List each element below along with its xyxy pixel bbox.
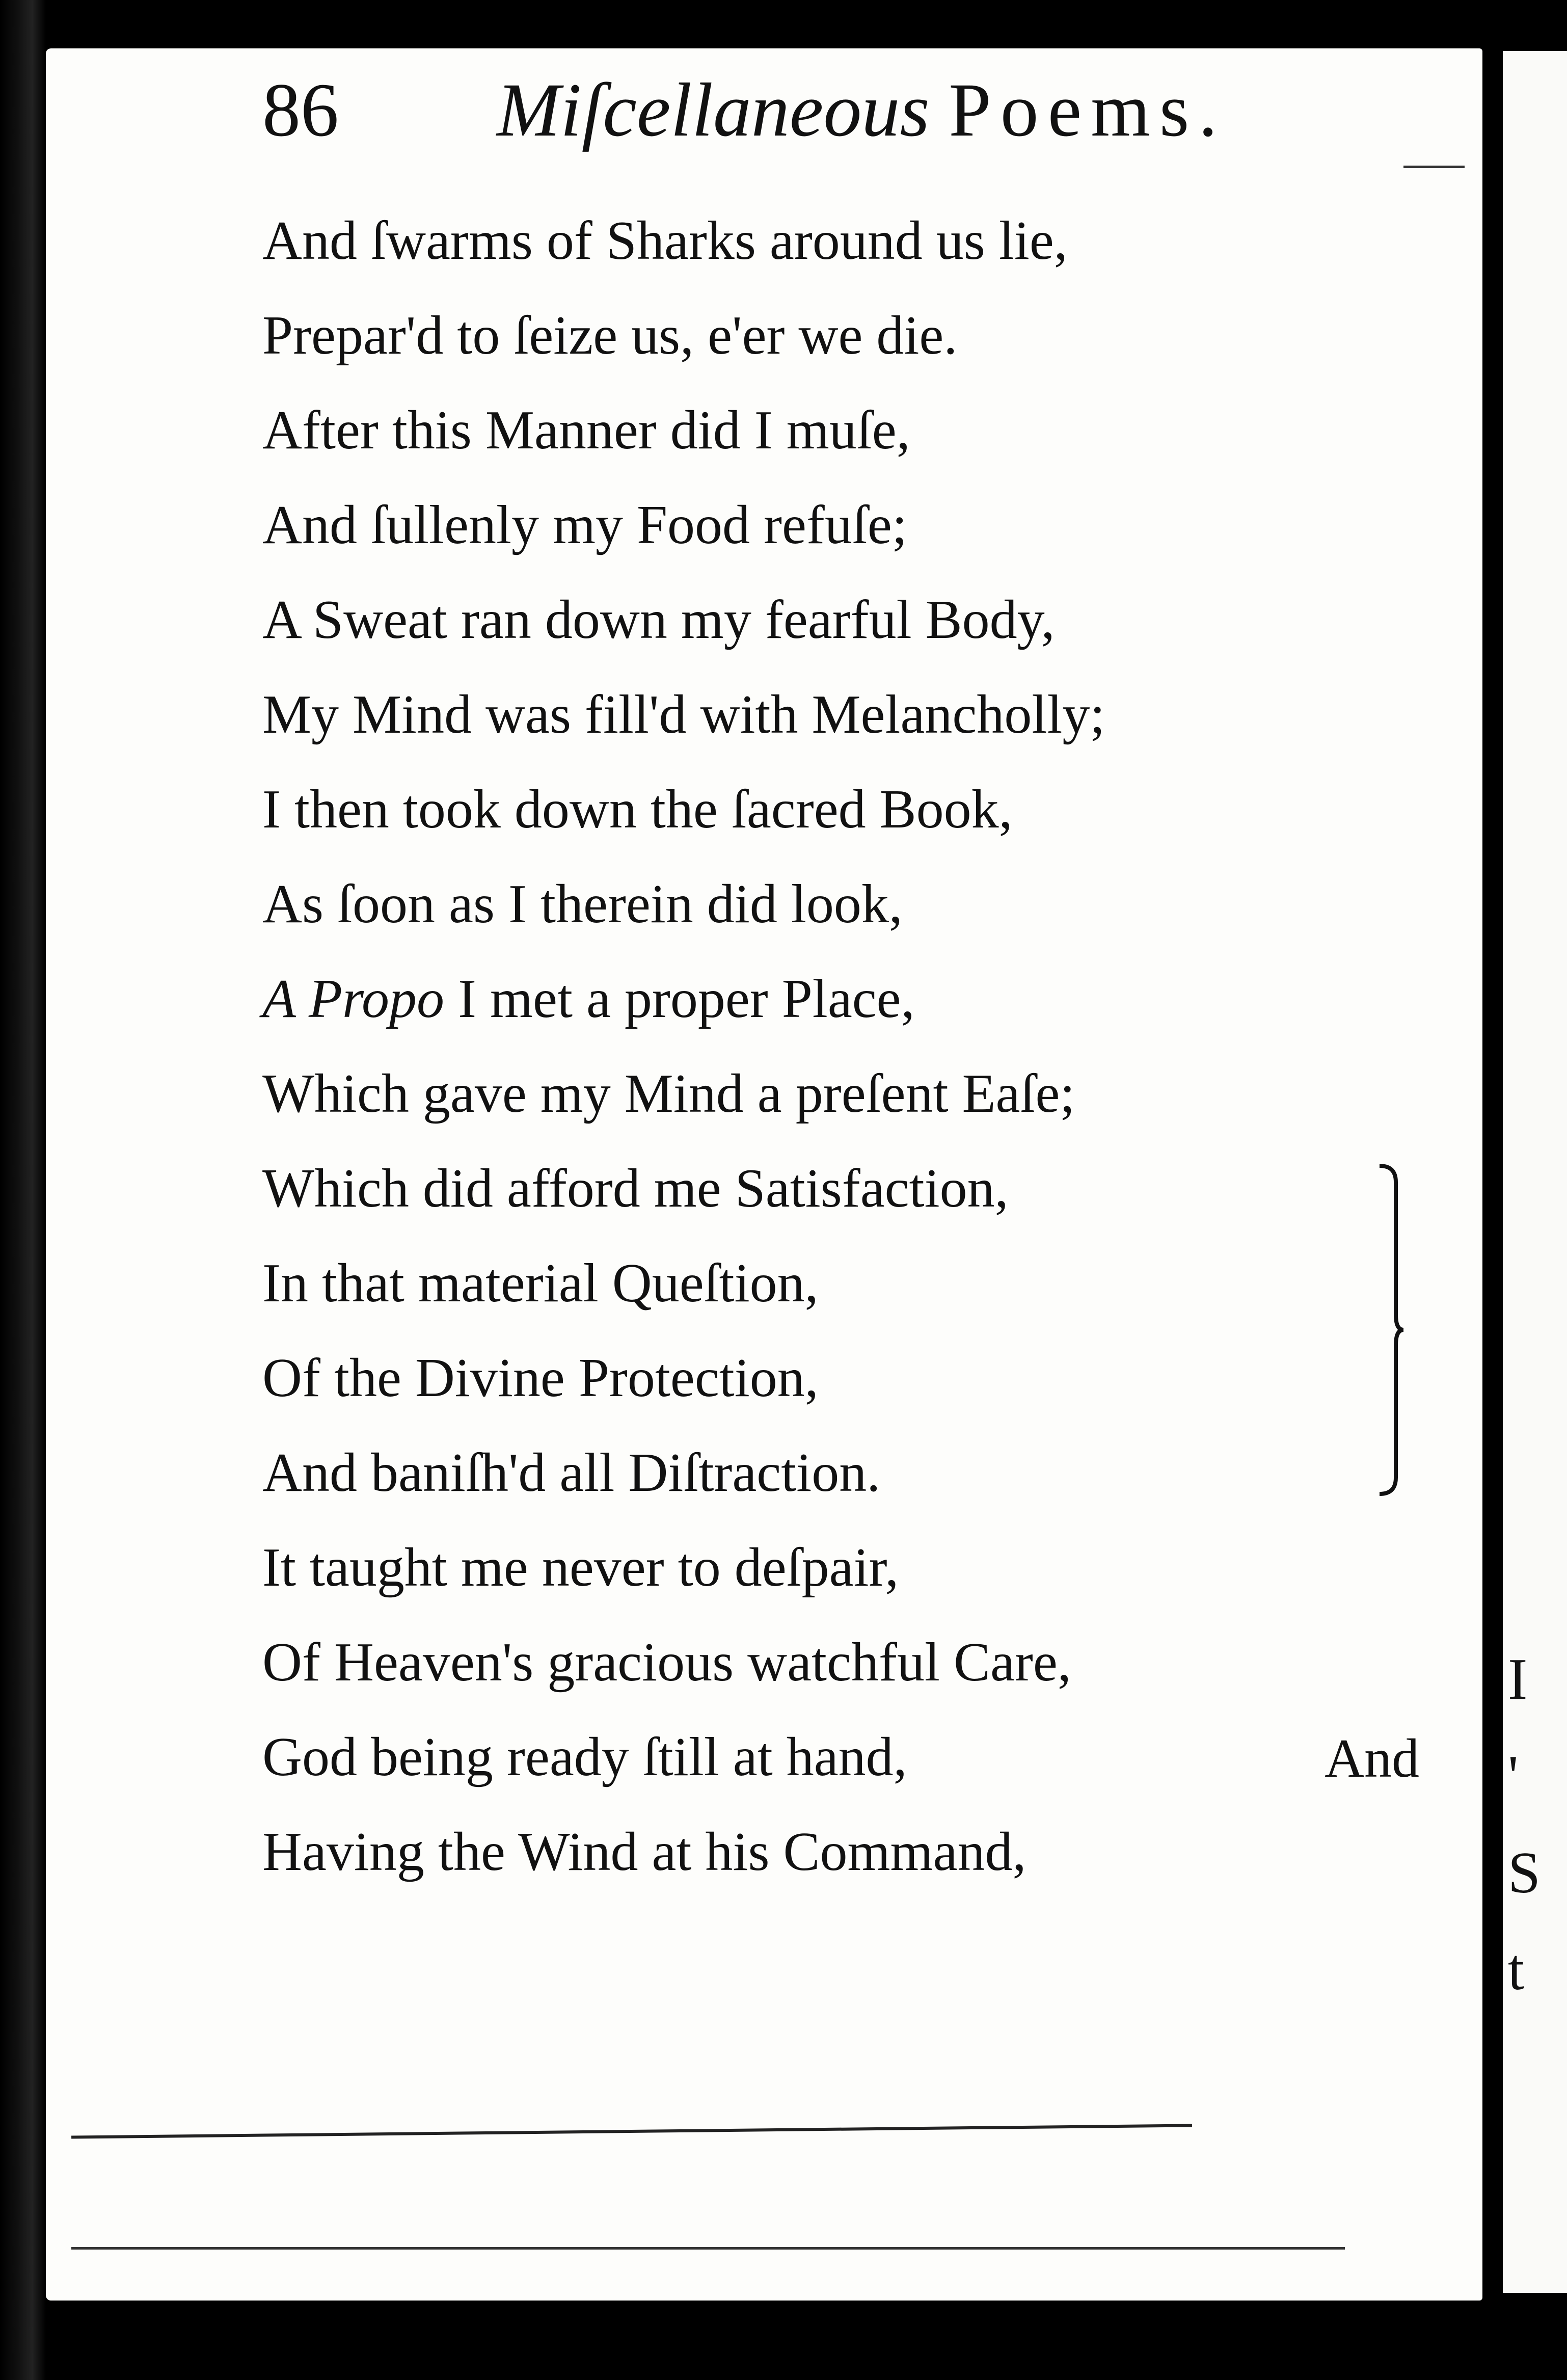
poem-body bbox=[262, 194, 1281, 1900]
running-title-italic: Miſcellaneous bbox=[497, 68, 930, 152]
title-underline bbox=[1403, 166, 1465, 168]
facing-page-fragment: I bbox=[1508, 1647, 1528, 1712]
verse-line: My Mind was fill'd with Melancholly; bbox=[262, 684, 1105, 745]
facing-page-fragment: S bbox=[1508, 1840, 1541, 1905]
verse-line: I then took down the ſacred Book, bbox=[262, 779, 1013, 840]
italic-a: A bbox=[262, 969, 295, 1029]
catchword: And bbox=[1325, 1728, 1419, 1789]
running-header bbox=[262, 61, 1281, 163]
facing-page-fragment: t bbox=[1508, 1937, 1524, 2002]
verse-line-apropo bbox=[262, 952, 1281, 1047]
verse-line: Which gave my Mind a preſent Eaſe; bbox=[262, 1063, 1075, 1124]
verse-line: A Sweat ran down my fearful Body, bbox=[262, 590, 1055, 650]
facing-page-edge bbox=[1503, 51, 1567, 2293]
verse-line: Which did afford me Satisfaction, bbox=[262, 1158, 1009, 1219]
book-gutter-shadow bbox=[0, 0, 46, 2380]
facing-page-fragment: ' bbox=[1508, 1744, 1519, 1808]
running-title bbox=[497, 66, 1227, 154]
page-bottom-edge bbox=[71, 2247, 1345, 2250]
verse-line: And ſullenly my Food refuſe; bbox=[262, 495, 907, 555]
verse-line: In that material Queſtion, bbox=[262, 1253, 819, 1314]
verse-line: And ſwarms of Sharks around us lie, bbox=[262, 210, 1068, 271]
running-title-poems: Poems. bbox=[949, 68, 1227, 152]
verse-line-text: I met a proper Place, bbox=[458, 969, 915, 1029]
verse-line: It taught me never to deſpair, bbox=[262, 1537, 899, 1598]
verse-line: God being ready ſtill at hand, bbox=[262, 1727, 907, 1787]
verse-line: Having the Wind at his Command, bbox=[262, 1822, 1026, 1882]
verse-line: Prepar'd to ſeize us, e'er we die. bbox=[262, 305, 958, 366]
rhyme-bracket-icon bbox=[1375, 1162, 1406, 1498]
verse-line: Of the Divine Protection, bbox=[262, 1348, 819, 1408]
verse-line: Of Heaven's gracious watchful Care, bbox=[262, 1632, 1071, 1693]
page-number: 86 bbox=[262, 68, 339, 152]
verse-line: As ſoon as I therein did look, bbox=[262, 874, 903, 934]
italic-propo: Propo bbox=[295, 969, 445, 1029]
verse-line: After this Manner did I muſe, bbox=[262, 400, 910, 461]
verse-line: And baniſh'd all Diſtraction. bbox=[262, 1442, 881, 1503]
